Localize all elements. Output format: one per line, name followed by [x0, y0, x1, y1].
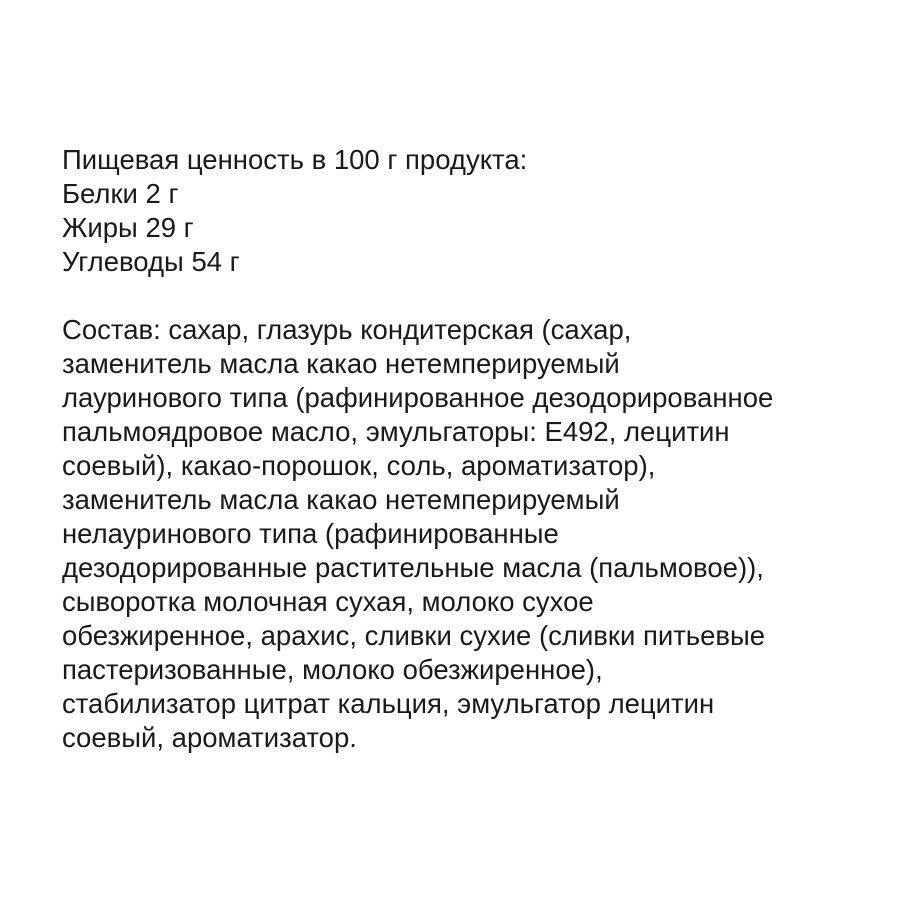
nutrition-title: Пищевая ценность в 100 г продукта:: [62, 144, 528, 175]
section-spacer: [62, 279, 882, 313]
composition-line: дезодорированные растительные масла (пальмовое)),: [62, 552, 764, 583]
composition-line: сыворотка молочная сухая, молоко сухое: [62, 586, 594, 617]
composition-line: пастеризованные, молоко обезжиренное),: [62, 654, 603, 685]
composition-line: обезжиренное, арахис, сливки сухие (сливки питьевые: [62, 620, 766, 651]
nutrition-protein: Белки 2 г: [62, 178, 179, 209]
composition-section: [62, 313, 882, 755]
product-info-text: [62, 143, 882, 755]
composition-line: стабилизатор цитрат кальция, эмульгатор лецитин: [62, 688, 715, 719]
composition-line: соевый), какао-порошок, соль, ароматизатор),: [62, 450, 656, 481]
composition-line: лауринового типа (рафинированное дезодорированное: [62, 382, 774, 413]
composition-line: соевый, ароматизатор.: [62, 722, 357, 753]
composition-line: заменитель масла какао нетемперируемый: [62, 348, 620, 379]
nutrition-fat: Жиры 29 г: [62, 212, 194, 243]
nutrition-carbs: Углеводы 54 г: [62, 246, 240, 277]
composition-line: нелауринового типа (рафинированные: [62, 518, 559, 549]
composition-line: пальмоядровое масло, эмульгаторы: Е492, лецитин: [62, 416, 730, 447]
composition-line: Состав: сахар, глазурь кондитерская (сахар,: [62, 314, 632, 345]
nutrition-section: [62, 143, 882, 279]
composition-line: заменитель масла какао нетемперируемый: [62, 484, 620, 515]
